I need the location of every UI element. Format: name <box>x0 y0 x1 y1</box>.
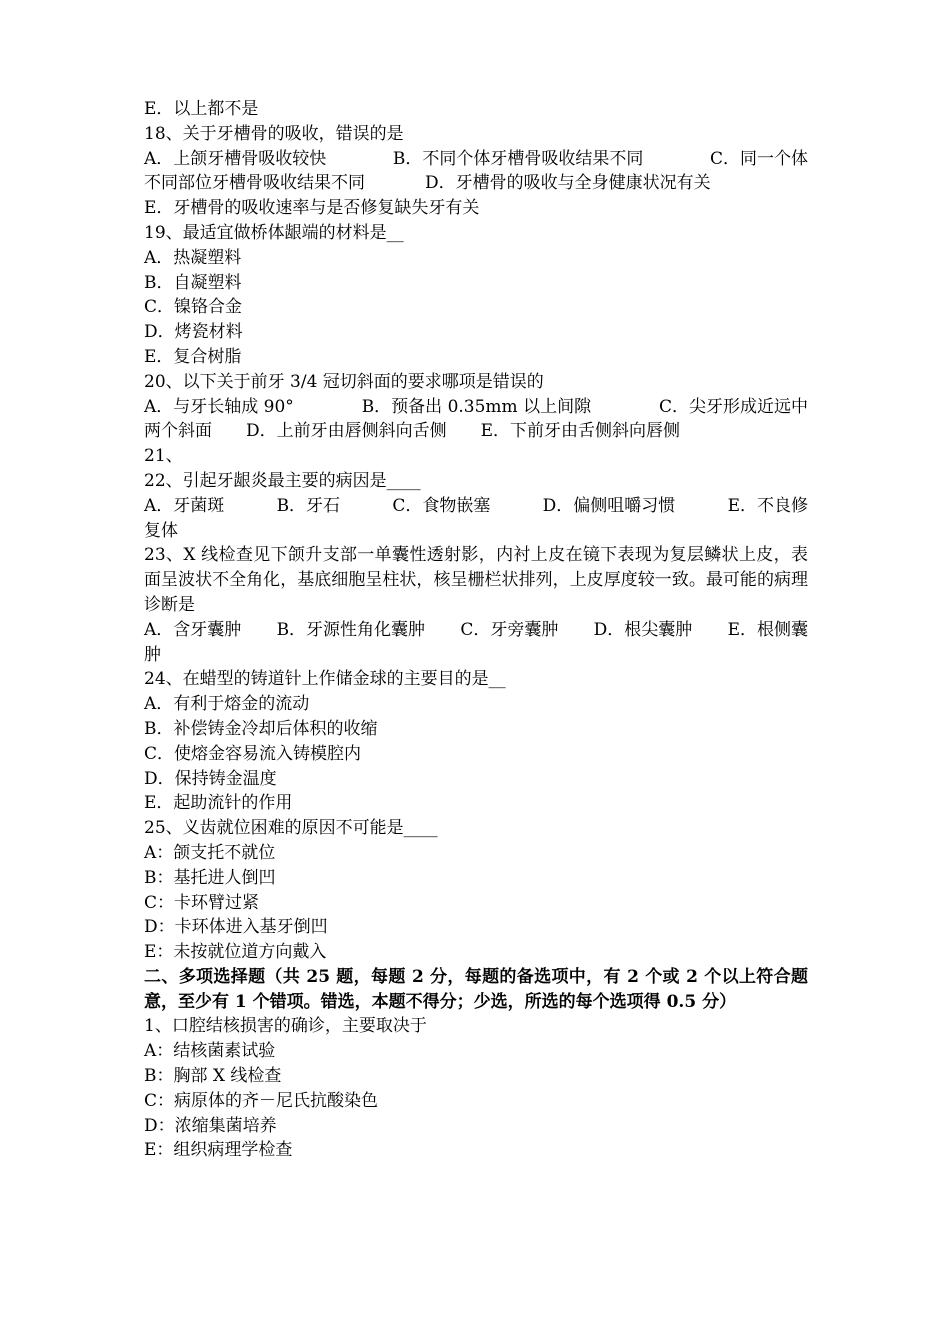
q19-option-b: B．自凝塑料 <box>144 272 242 293</box>
q18-option-c-start: C．同一个体 <box>709 148 808 169</box>
q23-option-b: B．牙源性角化囊肿 <box>276 619 426 640</box>
q20-option-e: E．下前牙由舌侧斜向唇侧 <box>480 421 681 442</box>
q20-option-b: B．预备出 0.35mm 以上间隙 <box>361 396 592 417</box>
q18-option-d: D．牙槽骨的吸收与全身健康状况有关 <box>425 173 711 194</box>
q22-options-line1 <box>144 494 808 519</box>
q18-options-line2 <box>144 171 808 196</box>
q20-options-line2 <box>144 419 808 444</box>
q22-option-e-start: E．不良修 <box>727 495 808 516</box>
mq1-option-d: D：浓缩集菌培养 <box>144 1115 277 1136</box>
q24-option-c: C．使熔金容易流入铸模腔内 <box>144 743 362 764</box>
q23-option-e-start: E．根侧囊 <box>727 619 808 640</box>
q23-stem: 23、X 线检查见下颌升支部一单囊性透射影，内衬上皮在镜下表现为复层鳞状上皮，表面呈波状不全角化，基底细胞呈柱状，核呈栅栏状排列，上皮厚度较一致。最可能的病理诊断是 <box>144 545 808 615</box>
q25-option-c: C：卡环臂过紧 <box>144 892 260 913</box>
q24-option-b: B．补偿铸金冷却后体积的收缩 <box>144 718 378 739</box>
q25-option-d: D：卡环体进入基牙倒凹 <box>144 917 328 938</box>
q24-stem: 24、在蜡型的铸道针上作储金球的主要目的是__ <box>144 669 506 690</box>
q19-option-d: D．烤瓷材料 <box>144 322 243 343</box>
section2-heading: 二、多项选择题（共 25 题，每题 2 分，每题的备选项中，有 2 个或 2 个以上符合题意，至少有 1 个错项。错选，本题不得分；少选，所选的每个选项得 0.5 分） <box>144 966 808 1012</box>
q18-options-line1 <box>144 147 808 172</box>
q22-option-d: D．偏侧咀嚼习惯 <box>542 495 676 516</box>
q24-option-a: A．有利于熔金的流动 <box>144 694 310 715</box>
q23-options-line1 <box>144 618 808 643</box>
q22-option-b: B．牙石 <box>276 495 341 516</box>
q25-stem: 25、义齿就位困难的原因不可能是____ <box>144 818 438 839</box>
q19-option-c: C．镍铬合金 <box>144 297 243 318</box>
mq1-option-b: B：胸部 X 线检查 <box>144 1066 282 1087</box>
q23-option-e-end: 肿 <box>144 644 161 665</box>
q25-option-a: A：颌支托不就位 <box>144 842 276 863</box>
q22-stem: 22、引起牙龈炎最主要的病因是____ <box>144 470 421 491</box>
q20-option-c-end: 两个斜面 <box>144 421 212 442</box>
mq1-option-e: E：组织病理学检查 <box>144 1140 293 1161</box>
q18-stem: 18、关于牙槽骨的吸收，错误的是 <box>144 123 404 144</box>
q19-option-a: A．热凝塑料 <box>144 247 242 268</box>
q20-option-c-start: C．尖牙形成近远中 <box>658 396 808 417</box>
q25-option-e: E：未按就位道方向戴入 <box>144 942 327 963</box>
q20-option-d: D．上前牙由唇侧斜向舌侧 <box>246 421 447 442</box>
q18-option-a: A．上颌牙槽骨吸收较快 <box>144 148 327 169</box>
q19-stem: 19、最适宜做桥体龈端的材料是__ <box>144 222 404 243</box>
q19-option-e: E．复合树脂 <box>144 346 242 367</box>
q18-option-b: B．不同个体牙槽骨吸收结果不同 <box>392 148 644 169</box>
q21-stem: 21、 <box>144 446 183 467</box>
q22-option-c: C．食物嵌塞 <box>392 495 491 516</box>
q22-option-e-end: 复体 <box>144 520 178 541</box>
q20-option-a: A．与牙长轴成 90° <box>144 396 294 417</box>
q23-option-a: A．含牙囊肿 <box>144 619 242 640</box>
q20-options-line1 <box>144 395 808 420</box>
q18-option-c-end: 不同部位牙槽骨吸收结果不同 <box>144 173 365 194</box>
q18-option-e: E．牙槽骨的吸收速率与是否修复缺失牙有关 <box>144 198 480 219</box>
q20-stem: 20、以下关于前牙 3/4 冠切斜面的要求哪项是错误的 <box>144 371 544 392</box>
mq1-option-a: A：结核菌素试验 <box>144 1041 276 1062</box>
document-page <box>144 97 808 1163</box>
q23-option-d: D．根尖囊肿 <box>593 619 693 640</box>
mq1-stem: 1、口腔结核损害的确诊，主要取决于 <box>144 1016 427 1037</box>
q17-option-e: E．以上都不是 <box>144 99 259 119</box>
q25-option-b: B：基托进人倒凹 <box>144 867 276 888</box>
q22-option-a: A．牙菌斑 <box>144 495 225 516</box>
q24-option-d: D．保持铸金温度 <box>144 768 277 789</box>
q23-option-c: C．牙旁囊肿 <box>460 619 559 640</box>
mq1-option-c: C：病原体的齐－尼氏抗酸染色 <box>144 1090 379 1111</box>
q24-option-e: E．起助流针的作用 <box>144 793 293 814</box>
